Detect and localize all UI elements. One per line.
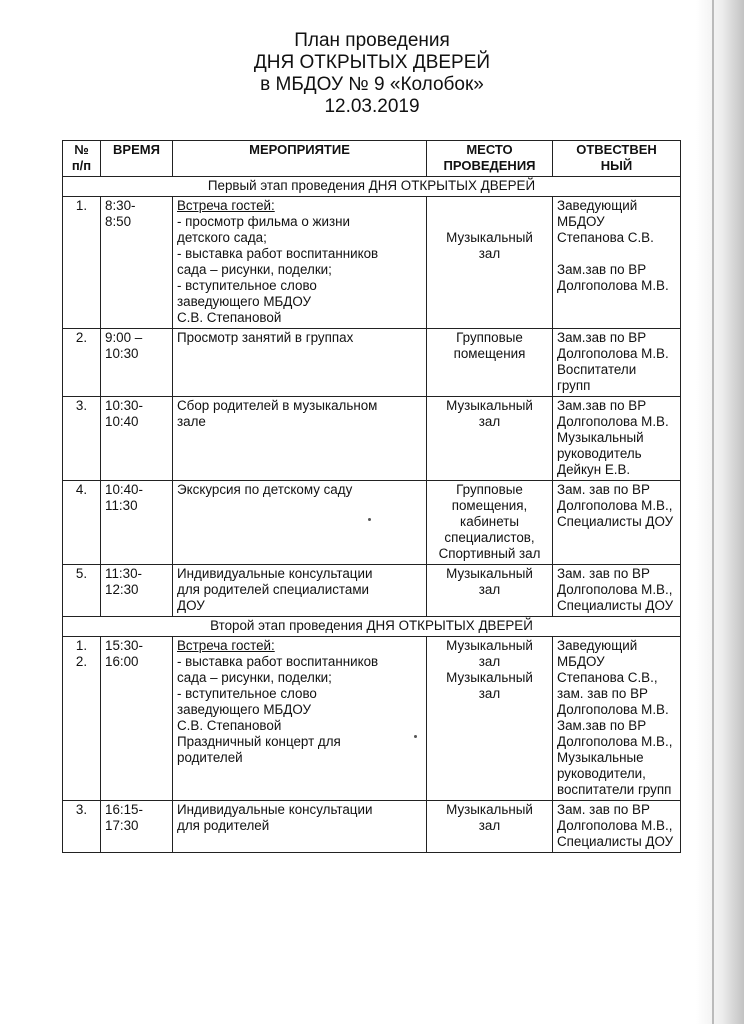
header-event-name: ДНЯ ОТКРЫТЫХ ДВЕРЕЙ xyxy=(253,52,491,73)
cell-responsible xyxy=(553,397,681,481)
cell-line xyxy=(557,246,676,262)
cell-line: 10:30 xyxy=(105,346,139,361)
cell-line: родителей xyxy=(177,750,243,765)
cell-line: 4. xyxy=(75,482,88,497)
cell-line: Групповые xyxy=(456,330,523,345)
cell-line: специалистов, xyxy=(444,530,535,545)
cell-line: 1. xyxy=(75,198,88,213)
cell-place xyxy=(427,397,553,481)
cell-line: 3. xyxy=(75,398,88,413)
cell-line: детского сада; xyxy=(177,230,267,245)
cell-number xyxy=(63,801,101,853)
scan-speck xyxy=(414,735,417,738)
header-institution: в МБДОУ № 9 «Колобок» xyxy=(260,74,484,95)
cell-line: зал xyxy=(478,246,501,261)
cell-line: Музыкальный xyxy=(557,430,644,445)
cell-line: 16:15- xyxy=(105,802,143,817)
cell-line: Зам. зав по ВР xyxy=(557,566,650,581)
cell-event xyxy=(173,329,427,397)
cell-line: Индивидуальные консультации xyxy=(177,566,373,581)
table-row xyxy=(63,481,681,565)
cell-line: Индивидуальные консультации xyxy=(177,802,373,817)
cell-line: 3. xyxy=(75,802,88,817)
cell-responsible xyxy=(553,329,681,397)
cell-line: Долгополова М.В. xyxy=(557,346,669,361)
schedule-table xyxy=(62,140,681,853)
cell-event xyxy=(173,481,427,565)
cell-line: ДОУ xyxy=(177,598,205,613)
cell-line: - выставка работ воспитанников xyxy=(177,654,379,669)
cell-time xyxy=(101,565,173,617)
cell-line: заведующего МБДОУ xyxy=(177,702,311,717)
cell-event xyxy=(173,637,427,801)
cell-time xyxy=(101,197,173,329)
cell-line: 15:30- xyxy=(105,638,143,653)
cell-line: 2. xyxy=(75,330,88,345)
cell-line: Воспитатели xyxy=(557,362,637,377)
cell-line: 10:40 xyxy=(105,414,139,429)
cell-line: Музыкальный xyxy=(446,566,533,581)
cell-line xyxy=(431,198,548,214)
cell-line: Долгополова М.В. xyxy=(557,278,669,293)
cell-line: руководитель xyxy=(557,446,642,461)
cell-line: Долгополова М.В., xyxy=(557,498,673,513)
cell-line: Музыкальный xyxy=(446,670,533,685)
stage-title: Второй этап проведения ДНЯ ОТКРЫТЫХ ДВЕРЕЙ xyxy=(63,617,681,637)
cell-line: 10:40- xyxy=(105,482,143,497)
cell-place xyxy=(427,481,553,565)
cell-number xyxy=(63,565,101,617)
cell-line: Специалисты ДОУ xyxy=(557,514,674,529)
scan-shadow xyxy=(696,0,744,1024)
cell-line: МБДОУ xyxy=(557,654,605,669)
cell-line: Зам.зав по ВР xyxy=(557,718,647,733)
cell-line: 1. xyxy=(75,638,88,653)
table-header-row xyxy=(63,141,681,177)
cell-line: 5. xyxy=(75,566,88,581)
cell-line: 2. xyxy=(75,654,88,669)
cell-line: 9:00 – xyxy=(105,330,143,345)
cell-line: зал xyxy=(478,654,501,669)
cell-line: Долгополова М.В. xyxy=(557,414,669,429)
cell-line: воспитатели групп xyxy=(557,782,672,797)
cell-responsible xyxy=(553,801,681,853)
cell-line: зал xyxy=(478,686,501,701)
cell-line: Зам. зав по ВР xyxy=(557,802,650,817)
cell-line: Просмотр занятий в группах xyxy=(177,330,354,345)
cell-line: 11:30 xyxy=(105,498,138,513)
cell-line: Музыкальные xyxy=(557,750,644,765)
cell-line: кабинеты xyxy=(460,514,519,529)
cell-number xyxy=(63,481,101,565)
cell-line: С.В. Степановой xyxy=(177,310,282,325)
cell-line: Музыкальный xyxy=(446,638,533,653)
cell-responsible xyxy=(553,637,681,801)
stage-row-1 xyxy=(63,177,681,197)
cell-line: Зам.зав по ВР xyxy=(557,262,647,277)
cell-event xyxy=(173,197,427,329)
cell-responsible xyxy=(553,565,681,617)
column-header-responsible: ОТВЕСТВЕН НЫЙ xyxy=(553,141,681,177)
cell-line: зале xyxy=(177,414,206,429)
event-title: Встреча гостей: xyxy=(177,638,275,653)
cell-line: Долгополова М.В. xyxy=(557,702,669,717)
cell-line: сада – рисунки, поделки; xyxy=(177,670,332,685)
stage-row-2 xyxy=(63,617,681,637)
table-row xyxy=(63,565,681,617)
column-header-number: № п/п xyxy=(63,141,101,177)
cell-line: Степанова С.В., xyxy=(557,670,658,685)
cell-line xyxy=(431,214,548,230)
cell-line: Музыкальный xyxy=(446,398,533,413)
cell-line: Специалисты ДОУ xyxy=(557,598,674,613)
cell-line: 12:30 xyxy=(105,582,139,597)
cell-line: руководители, xyxy=(557,766,646,781)
cell-time xyxy=(101,397,173,481)
cell-line: Дейкун Е.В. xyxy=(557,462,631,477)
table-row xyxy=(63,197,681,329)
cell-line: Музыкальный xyxy=(446,802,533,817)
cell-place xyxy=(427,329,553,397)
cell-event xyxy=(173,565,427,617)
cell-line: Зам. зав по ВР xyxy=(557,482,650,497)
stage-title: Первый этап проведения ДНЯ ОТКРЫТЫХ ДВЕРЕЙ xyxy=(63,177,681,197)
cell-number xyxy=(63,329,101,397)
event-title: Встреча гостей: xyxy=(177,198,275,213)
cell-place xyxy=(427,637,553,801)
column-header-time: ВРЕМЯ xyxy=(101,141,173,177)
cell-line: Заведующий xyxy=(557,638,638,653)
cell-line: Музыкальный xyxy=(446,230,533,245)
cell-line: Спортивный зал xyxy=(438,546,541,561)
cell-line: 10:30- xyxy=(105,398,143,413)
cell-time xyxy=(101,329,173,397)
cell-line: Зам.зав по ВР xyxy=(557,330,647,345)
cell-line: заведующего МБДОУ xyxy=(177,294,311,309)
cell-line: помещения xyxy=(453,346,526,361)
cell-line: - вступительное слово xyxy=(177,278,317,293)
cell-time xyxy=(101,637,173,801)
scan-edge-line xyxy=(712,0,714,1024)
cell-line: для родителей xyxy=(177,818,270,833)
cell-line: - выставка работ воспитанников xyxy=(177,246,379,261)
cell-line: Заведующий xyxy=(557,198,638,213)
cell-line: Долгополова М.В., xyxy=(557,582,673,597)
cell-event xyxy=(173,801,427,853)
cell-line: Групповые xyxy=(456,482,523,497)
cell-line: сада – рисунки, поделки; xyxy=(177,262,332,277)
cell-place xyxy=(427,565,553,617)
cell-line: С.В. Степановой xyxy=(177,718,282,733)
cell-line: 8:50 xyxy=(105,214,132,229)
cell-line: 11:30- xyxy=(105,566,142,581)
cell-line: зал xyxy=(478,414,501,429)
cell-line: Сбор родителей в музыкальном xyxy=(177,398,378,413)
cell-event xyxy=(173,397,427,481)
cell-number xyxy=(63,197,101,329)
cell-line: помещения, xyxy=(451,498,528,513)
cell-number xyxy=(63,637,101,801)
scan-speck xyxy=(368,518,371,521)
cell-place xyxy=(427,801,553,853)
cell-place xyxy=(427,197,553,329)
cell-line: Праздничный концерт для xyxy=(177,734,341,749)
table-row xyxy=(63,397,681,481)
cell-line: Экскурсия по детскому саду xyxy=(177,482,353,497)
cell-line: МБДОУ xyxy=(557,214,605,229)
cell-line: Степанова С.В. xyxy=(557,230,654,245)
cell-responsible xyxy=(553,197,681,329)
cell-line: групп xyxy=(557,378,591,393)
cell-line: - просмотр фильма о жизни xyxy=(177,214,350,229)
cell-line: для родителей специалистами xyxy=(177,582,370,597)
cell-line: Долгополова М.В., xyxy=(557,818,673,833)
cell-line: 17:30 xyxy=(105,818,139,833)
column-header-event: МЕРОПРИЯТИЕ xyxy=(173,141,427,177)
column-header-place: МЕСТО ПРОВЕДЕНИЯ xyxy=(427,141,553,177)
header-title: План проведения xyxy=(294,30,450,51)
cell-line: Специалисты ДОУ xyxy=(557,834,674,849)
cell-number xyxy=(63,397,101,481)
table-row xyxy=(63,637,681,801)
cell-line: зам. зав по ВР xyxy=(557,686,648,701)
cell-line: зал xyxy=(478,818,501,833)
cell-line: - вступительное слово xyxy=(177,686,317,701)
cell-line: Зам.зав по ВР xyxy=(557,398,647,413)
cell-line: 16:00 xyxy=(105,654,139,669)
cell-time xyxy=(101,481,173,565)
document-header xyxy=(0,30,744,118)
header-date: 12.03.2019 xyxy=(324,96,420,117)
cell-responsible xyxy=(553,481,681,565)
cell-line: 8:30- xyxy=(105,198,136,213)
cell-line: зал xyxy=(478,582,501,597)
table-row xyxy=(63,329,681,397)
table-row xyxy=(63,801,681,853)
cell-line: Долгополова М.В., xyxy=(557,734,673,749)
cell-time xyxy=(101,801,173,853)
